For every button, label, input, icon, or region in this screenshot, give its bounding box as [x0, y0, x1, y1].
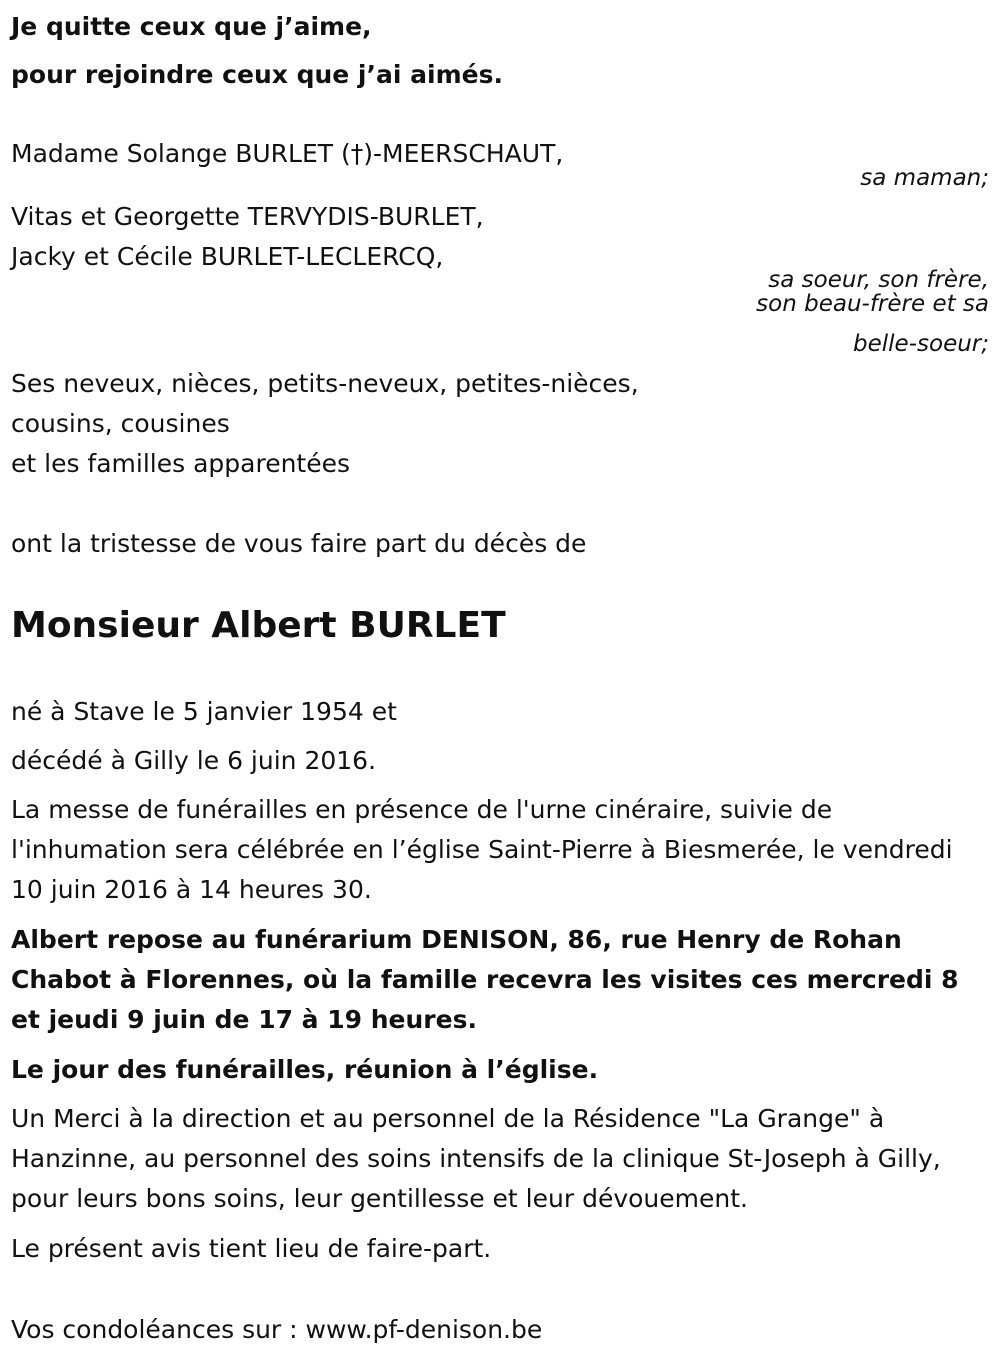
relatives-line-1: Ses neveux, nièces, petits-neveux, petites-nièces,	[11, 369, 639, 398]
mother-role: sa maman;	[860, 165, 989, 191]
thanks-paragraph: Un Merci à la direction et au personnel de la Résidence "La Grange" à Hanzinne, au personnel des soins intensifs de la clinique St-Joseph à Gilly, pour leurs bons soins, leur gentillesse et leur dévouement.	[11, 1104, 941, 1213]
quote-line-2: pour rejoindre ceux que j’ai aimés.	[11, 60, 503, 89]
siblings-role-3: belle-soeur;	[853, 331, 989, 357]
meeting-paragraph: Le jour des funérailles, réunion à l’église.	[11, 1055, 599, 1084]
notice-paragraph: Le présent avis tient lieu de faire-part.	[11, 1234, 492, 1263]
sibling-2: Jacky et Cécile BURLET-LECLERCQ,	[11, 242, 444, 271]
relatives-line-2: cousins, cousines	[11, 409, 230, 438]
mass-paragraph: La messe de funérailles en présence de l'urne cinéraire, suivie de l'inhumation sera célébrée en l’église Saint-Pierre à Biesmerée, le vendredi 10 juin 2016 à 14 heures 30.	[11, 795, 953, 904]
deceased-name: Monsieur Albert BURLET	[11, 605, 506, 646]
announcement: ont la tristesse de vous faire part du décès de	[11, 529, 587, 558]
mother-name: Madame Solange BURLET (†)-MEERSCHAUT,	[11, 139, 564, 168]
birth-info: né à Stave le 5 janvier 1954 et	[11, 697, 397, 726]
visitation-paragraph: Albert repose au funérarium DENISON, 86, rue Henry de Rohan Chabot à Florennes, où la famille recevra les visites ces mercredi 8 et jeudi 9 juin de 17 à 19 heures.	[11, 925, 959, 1034]
death-info: décédé à Gilly le 6 juin 2016.	[11, 746, 377, 775]
sibling-1: Vitas et Georgette TERVYDIS-BURLET,	[11, 202, 484, 231]
relatives-line-3: et les familles apparentées	[11, 449, 351, 478]
siblings-role-1: sa soeur, son frère,	[768, 267, 989, 293]
condolences-line: Vos condoléances sur : www.pf-denison.be	[11, 1315, 543, 1344]
quote-line-1: Je quitte ceux que j’aime,	[11, 12, 372, 41]
siblings-role-2: son beau-frère et sa	[756, 291, 989, 317]
